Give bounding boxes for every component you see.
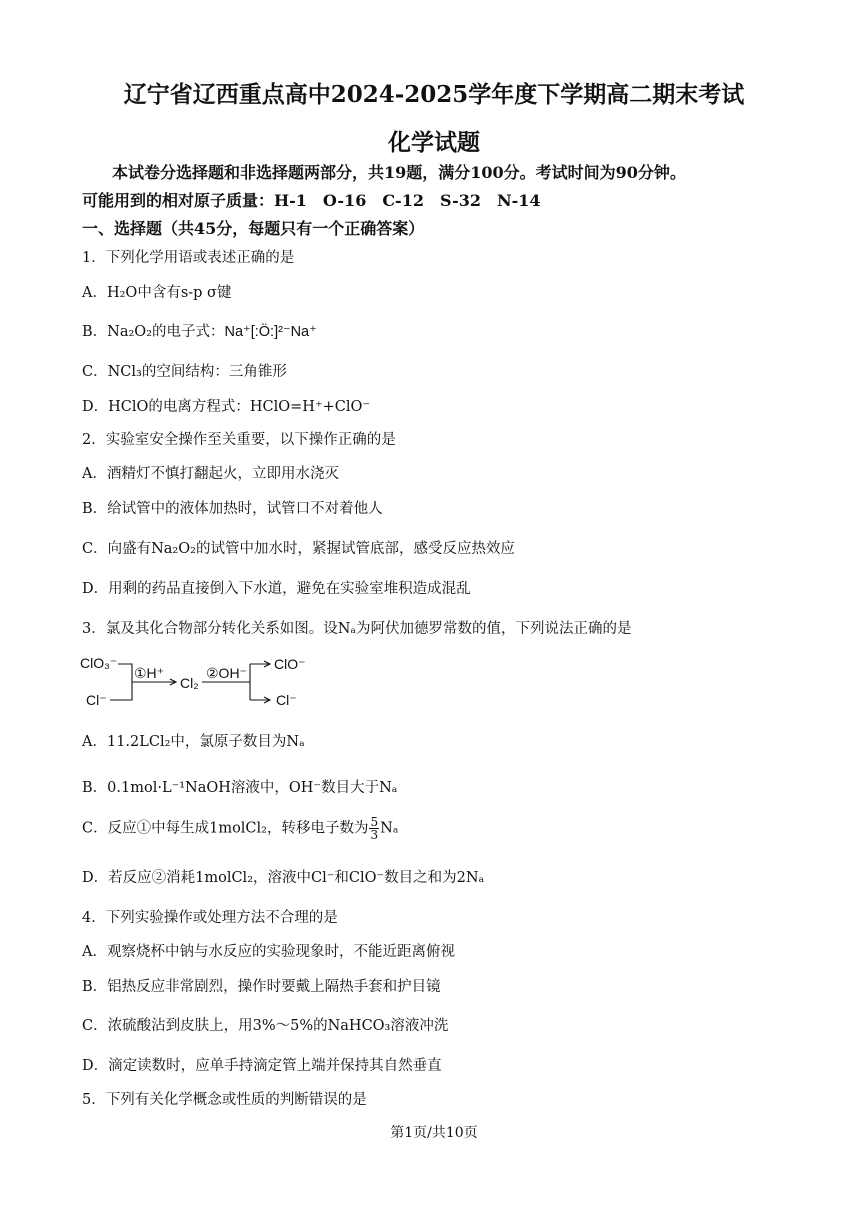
diagram-step1-label: ①H⁺ bbox=[134, 665, 165, 681]
page-title: 辽宁省辽西重点高中2024-2025学年度下学期高二期末考试 bbox=[123, 81, 745, 108]
option-c-suffix: Nₐ bbox=[380, 820, 399, 837]
question-2-option-b: B．给试管中的液体加热时，试管口不对着他人 bbox=[82, 501, 383, 517]
question-2-option-d: D．用剩的药品直接倒入下水道，避免在实验室堆积造成混乱 bbox=[82, 581, 471, 597]
question-1-option-d: D．HClO的电离方程式：HClO=H⁺+ClO⁻ bbox=[82, 399, 371, 415]
question-4-stem: 4．下列实验操作或处理方法不合理的是 bbox=[82, 910, 338, 926]
page-subtitle: 化学试题 bbox=[388, 129, 480, 156]
option-b-prefix: B．Na₂O₂的电子式： bbox=[82, 324, 225, 340]
chlorine-conversion-diagram bbox=[78, 650, 318, 712]
question-3-option-d: D．若反应②消耗1molCl₂，溶液中Cl⁻和ClO⁻数目之和为2Nₐ bbox=[82, 870, 485, 886]
diagram-clo3: ClO₃⁻ bbox=[80, 655, 118, 671]
question-1-option-c: C．NCl₃的空间结构：三角锥形 bbox=[82, 364, 287, 380]
question-1-stem: 1．下列化学用语或表述正确的是 bbox=[82, 250, 295, 266]
question-5-stem: 5．下列有关化学概念或性质的判断错误的是 bbox=[82, 1092, 367, 1108]
fraction-5-3: $\frac{5}{3}$ bbox=[370, 815, 379, 842]
question-3-option-c bbox=[82, 816, 398, 841]
exam-description: 本试卷分选择题和非选择题两部分，共19题，满分100分。考试时间为90分钟。 bbox=[112, 163, 686, 182]
diagram-cl2: Cl₂ bbox=[180, 675, 199, 691]
diagram-cl-reactant: Cl⁻ bbox=[86, 692, 107, 708]
atomic-masses: 可能用到的相对原子质量：H-1 O-16 C-12 S-32 N-14 bbox=[82, 191, 541, 210]
diagram-cl-product: Cl⁻ bbox=[276, 692, 297, 708]
question-3-stem: 3．氯及其化合物部分转化关系如图。设Nₐ为阿伏加德罗常数的值，下列说法正确的是 bbox=[82, 621, 632, 637]
question-2-option-c: C．向盛有Na₂O₂的试管中加水时，紧握试管底部，感受反应热效应 bbox=[82, 541, 515, 557]
diagram-clo-product: ClO⁻ bbox=[274, 656, 306, 672]
option-c-prefix: C．反应①中每生成1molCl₂，转移电子数为 bbox=[82, 820, 369, 837]
question-4-option-d: D．滴定读数时，应单手持滴定管上端并保持其自然垂直 bbox=[82, 1058, 442, 1074]
question-3-option-a: A．11.2LCl₂中，氯原子数目为Nₐ bbox=[82, 734, 305, 750]
question-2-stem: 2．实验室安全操作至关重要，以下操作正确的是 bbox=[82, 432, 396, 448]
question-4-option-c: C．浓硫酸沾到皮肤上，用3%～5%的NaHCO₃溶液冲洗 bbox=[82, 1018, 449, 1034]
question-4-option-b: B．铝热反应非常剧烈，操作时要戴上隔热手套和护目镜 bbox=[82, 979, 441, 995]
section-heading: 一、选择题（共45分，每题只有一个正确答案） bbox=[82, 219, 425, 238]
question-1-option-a: A．H₂O中含有s-p σ键 bbox=[82, 285, 232, 301]
question-2-option-a: A．酒精灯不慎打翻起火，立即用水浇灭 bbox=[82, 466, 339, 482]
electron-formula: Na⁺[:Ö:]²⁻Na⁺ bbox=[224, 324, 317, 340]
question-3-option-b: B．0.1mol·L⁻¹NaOH溶液中，OH⁻数目大于Nₐ bbox=[82, 780, 398, 796]
question-4-option-a: A．观察烧杯中钠与水反应的实验现象时，不能近距离俯视 bbox=[82, 944, 455, 960]
diagram-step2-label: ②OH⁻ bbox=[206, 665, 247, 681]
question-1-option-b bbox=[82, 320, 317, 341]
page-number: 第1页/共10页 bbox=[390, 1125, 478, 1141]
